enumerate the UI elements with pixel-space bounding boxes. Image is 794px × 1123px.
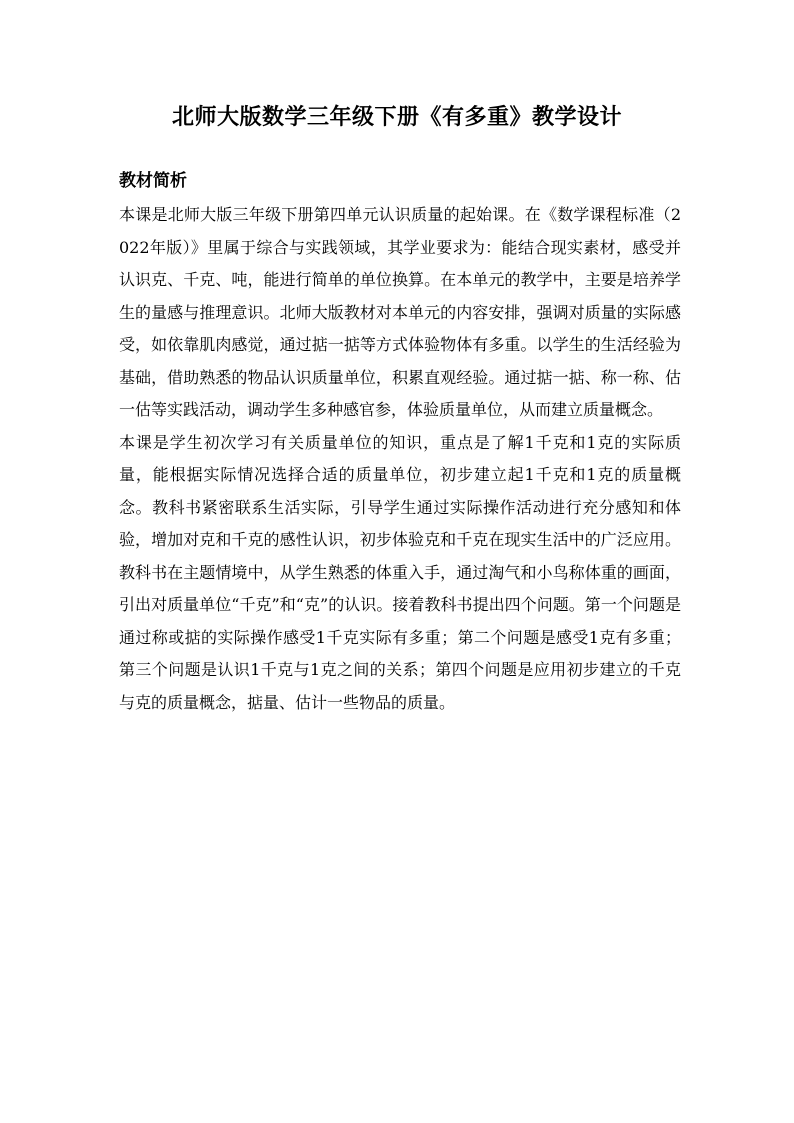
section-body (119, 199, 681, 719)
section-heading: 教材简析 (119, 171, 187, 191)
page-title: 北师大版数学三年级下册《有多重》教学设计 (171, 105, 622, 130)
paragraph-1: 本课是北师大版三年级下册第四单元认识质量的起始课。在《数学课程标准（2022年版）》里属于综合与实践领域，其学业要求为：能结合现实素材，感受并认识克、千克、吨，能进行简单的单位换算。在本单元的教学中，主要是培养学生的量感与推理意识。北师大版教材对本单元的内容安排，强调对质量的实际感受，如依靠肌肉感觉，通过掂一掂等方式体验物体有多重。以学生的生活经验为基础，借助熟悉的物品认识质量单位，积累直观经验。通过掂一掂、称一称、估一估等实践活动，调动学生多种感官参，体验质量单位，从而建立质量概念。 (119, 205, 681, 419)
paragraph-2: 本课是学生初次学习有关质量单位的知识，重点是了解1千克和1克的实际质量，能根据实际情况选择合适的质量单位，初步建立起1千克和1克的质量概念。教科书紧密联系生活实际，引导学生通过实际操作活动进行充分感知和体验，增加对克和千克的感性认识，初步体验克和千克在现实生活中的广泛应用。教科书在主题情境中，从学生熟悉的体重入手，通过淘气和小鸟称体重的画面，引出对质量单位“千克”和“克”的认识。接着教科书提出四个问题。第一个问题是通过称或掂的实际操作感受1千克实际有多重；第二个问题是感受1克有多重；第三个问题是认识1千克与1克之间的关系；第四个问题是应用初步建立的千克与克的质量概念，掂量、估计一些物品的质量。 (119, 432, 681, 712)
